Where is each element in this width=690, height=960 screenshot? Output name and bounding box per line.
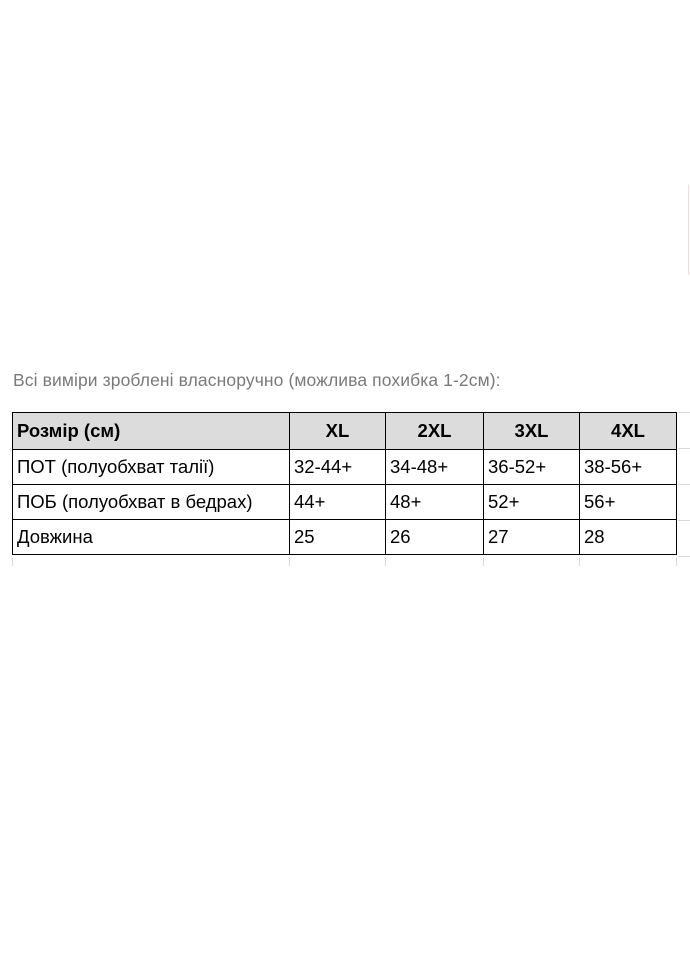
gridline — [678, 556, 690, 557]
size-chart-table — [12, 412, 677, 555]
table-row-waist — [13, 450, 677, 485]
gridline — [12, 558, 13, 566]
header-size-2xl: 2XL — [386, 413, 484, 450]
table-cell: 28 — [580, 520, 677, 555]
table-cell: 34-48+ — [386, 450, 484, 485]
gridline — [289, 558, 290, 566]
row-label-length: Довжина — [13, 520, 290, 555]
measurement-note: Всі виміри зроблені власноручно (можлива похибка 1-2см): — [13, 370, 501, 390]
table-cell: 26 — [386, 520, 484, 555]
table-cell: 36-52+ — [484, 450, 580, 485]
edge-mark — [688, 185, 689, 275]
row-label-waist: ПОТ (полуобхват талії) — [13, 450, 290, 485]
gridline — [678, 448, 690, 449]
header-size-xl: XL — [290, 413, 386, 450]
gridline — [483, 558, 484, 566]
gridline — [676, 558, 677, 566]
table-cell: 48+ — [386, 485, 484, 520]
table-cell: 32-44+ — [290, 450, 386, 485]
table-cell: 38-56+ — [580, 450, 677, 485]
row-label-hips: ПОБ (полуобхват в бедрах) — [13, 485, 290, 520]
header-size-3xl: 3XL — [484, 413, 580, 450]
header-size-label: Розмір (см) — [13, 413, 290, 450]
gridline — [678, 412, 690, 413]
gridline — [678, 520, 690, 521]
table-cell: 27 — [484, 520, 580, 555]
table-cell: 52+ — [484, 485, 580, 520]
table-cell: 56+ — [580, 485, 677, 520]
gridline — [385, 558, 386, 566]
header-size-4xl: 4XL — [580, 413, 677, 450]
table-row-hips — [13, 485, 677, 520]
table-cell: 44+ — [290, 485, 386, 520]
table-cell: 25 — [290, 520, 386, 555]
gridline — [678, 484, 690, 485]
gridline — [579, 558, 580, 566]
table-row-length — [13, 520, 677, 555]
table-header-row — [13, 413, 677, 450]
